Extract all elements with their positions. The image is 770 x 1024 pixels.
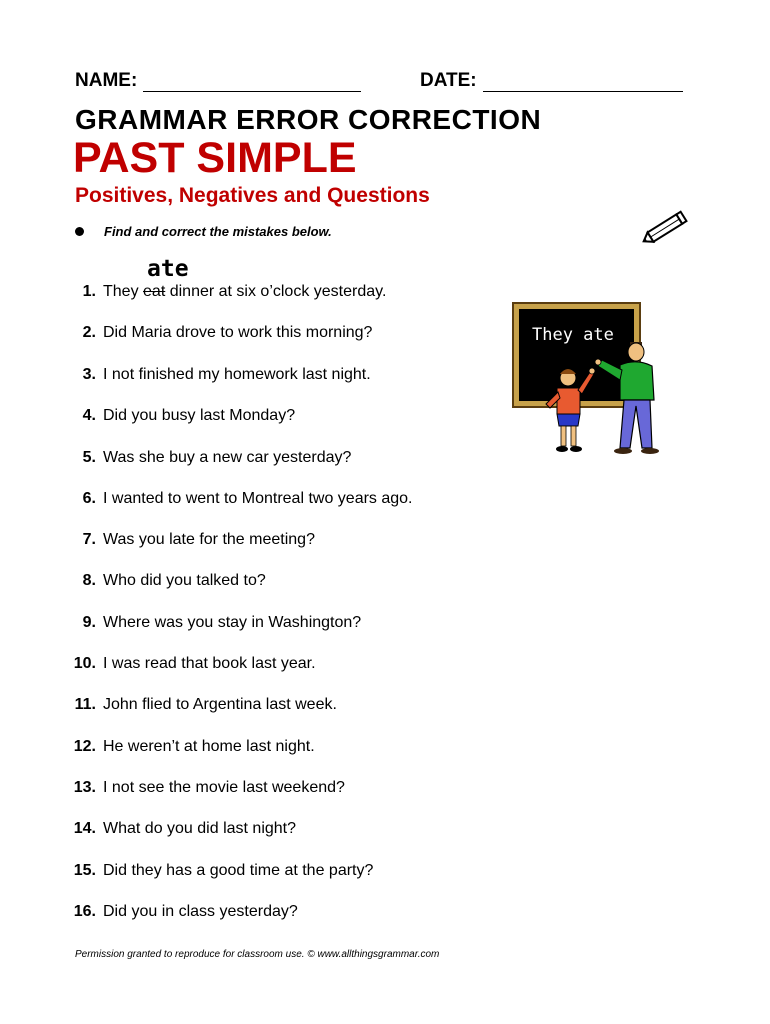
question-14	[0, 820, 500, 838]
question-text: I wanted to went to Montreal two years ago.	[103, 490, 413, 507]
question-text: I was read that book last year.	[103, 655, 316, 672]
question-10	[0, 655, 500, 673]
question-number: 9.	[82, 614, 96, 631]
bullet-icon	[75, 227, 84, 236]
question-number: 5.	[82, 449, 96, 466]
question-number: 16.	[73, 903, 96, 920]
question-number: 3.	[82, 366, 96, 383]
question-text: Who did you talked to?	[103, 572, 266, 589]
teacher-and-student-at-chalkboard-icon	[510, 300, 660, 465]
question-text: Did they has a good time at the party?	[103, 862, 374, 879]
question-12	[0, 738, 500, 756]
example-correction: ate	[147, 256, 189, 282]
question-text: Did you busy last Monday?	[103, 407, 296, 424]
question-text: John flied to Argentina last week.	[103, 696, 337, 713]
name-field[interactable]	[75, 70, 361, 92]
question-number: 14.	[73, 820, 96, 837]
question-text: What do you did last night?	[103, 820, 297, 837]
question-7	[0, 531, 500, 549]
footer-permission: Permission granted to reproduce for classroom use. © www.allthingsgrammar.com	[75, 949, 440, 960]
question-1	[0, 283, 500, 301]
question-text-before: They	[103, 283, 144, 300]
question-11	[0, 696, 500, 714]
question-number: 15.	[73, 862, 96, 879]
question-text: Was she buy a new car yesterday?	[103, 449, 352, 466]
question-text: I not finished my homework last night.	[103, 366, 371, 383]
question-text: Did you in class yesterday?	[103, 903, 298, 920]
question-16	[0, 903, 500, 921]
pencil-icon	[640, 205, 692, 251]
question-6	[0, 490, 500, 508]
question-15	[0, 862, 500, 880]
question-text: Was you late for the meeting?	[103, 531, 315, 548]
question-number: 1.	[82, 283, 96, 300]
date-blank-line[interactable]	[483, 73, 683, 92]
name-label: NAME:	[75, 70, 138, 91]
struck-word: eat	[143, 283, 166, 300]
question-number: 4.	[82, 407, 96, 424]
question-3	[0, 366, 500, 384]
date-label: DATE:	[420, 70, 477, 91]
name-blank-line[interactable]	[143, 73, 361, 92]
question-number: 12.	[73, 738, 96, 755]
instruction-line	[75, 224, 332, 239]
question-number: 6.	[82, 490, 96, 507]
question-number: 2.	[82, 324, 96, 341]
question-13	[0, 779, 500, 797]
date-field[interactable]	[420, 70, 683, 92]
question-4	[0, 407, 500, 425]
question-text: He weren’t at home last night.	[103, 738, 315, 755]
question-text: I not see the movie last weekend?	[103, 779, 345, 796]
question-8	[0, 572, 500, 590]
topic-title: PAST SIMPLE	[73, 134, 357, 182]
question-9	[0, 614, 500, 632]
header-row	[75, 70, 695, 100]
chalkboard	[519, 309, 634, 401]
question-number: 11.	[74, 696, 96, 713]
question-number: 7.	[82, 531, 96, 548]
question-text: Did Maria drove to work this morning?	[103, 324, 373, 341]
question-5	[0, 449, 500, 467]
question-text-after: dinner at six o’clock yesterday.	[165, 283, 387, 300]
question-number: 13.	[73, 779, 96, 796]
question-text: Where was you stay in Washington?	[103, 614, 362, 631]
page-title: GRAMMAR ERROR CORRECTION	[75, 104, 542, 135]
question-2	[0, 324, 500, 342]
board-text: They ate	[532, 325, 614, 345]
question-number: 8.	[82, 572, 96, 589]
instruction-text: Find and correct the mistakes below.	[104, 224, 332, 239]
topic-subtitle: Positives, Negatives and Questions	[75, 184, 430, 207]
question-number: 10.	[73, 655, 96, 672]
